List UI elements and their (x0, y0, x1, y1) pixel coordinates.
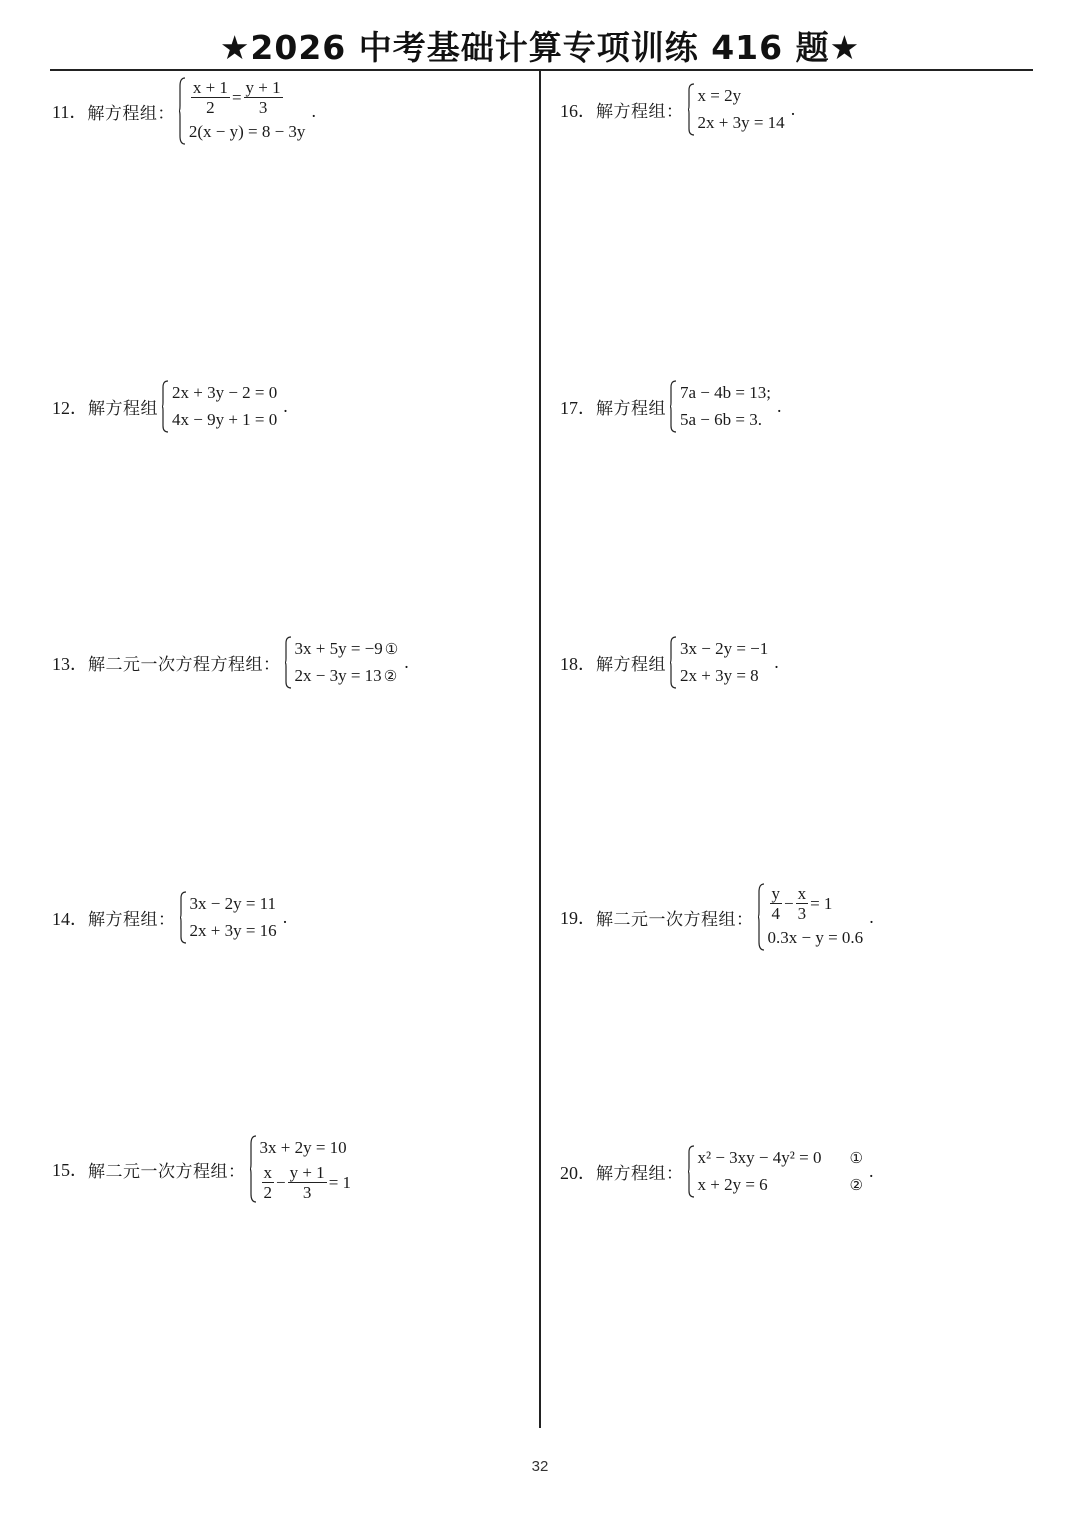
equation-1 (698, 1146, 863, 1170)
problem-20 (560, 1146, 873, 1197)
equation-text: x + 2y = 6 (697, 1175, 768, 1194)
equation-1 (295, 637, 399, 661)
left-brace (180, 892, 186, 943)
equation-2 (260, 1163, 352, 1202)
page-title: ★2026 中考基础计算专项训练 416 题★ (219, 28, 861, 67)
column-divider (539, 70, 541, 1428)
equation-system (688, 84, 785, 135)
problem-17 (560, 381, 781, 432)
left-brace (285, 637, 291, 688)
left-brace (688, 1146, 694, 1197)
operator: − (276, 1172, 286, 1192)
problem-instruction: 解二元一次方程组： (88, 1161, 246, 1182)
fraction (288, 1163, 327, 1202)
denominator: 3 (797, 904, 807, 923)
left-brace (670, 637, 676, 688)
equation-2 (698, 1173, 863, 1197)
left-brace (250, 1136, 256, 1202)
equation-system (179, 78, 306, 144)
operator: − (784, 893, 794, 913)
problem-number: 14． (52, 908, 88, 929)
fraction (770, 884, 783, 923)
left-brace (179, 78, 185, 144)
numerator: x (797, 884, 807, 903)
problem-instruction: 解方程组 (596, 399, 666, 419)
denominator: 2 (206, 98, 215, 117)
problem-16 (560, 84, 795, 135)
problem-instruction: 解二元一次方程方程组： (88, 655, 281, 675)
equation-system (285, 637, 399, 688)
equation-1: 3x + 2y = 10 (259, 1138, 347, 1157)
denominator: 4 (771, 904, 780, 923)
left-brace (688, 84, 694, 135)
equation-2: 2x + 3y = 14 (697, 113, 785, 132)
right-hand-side: = 1 (328, 1172, 352, 1192)
problem-instruction: 解方程组： (596, 1164, 684, 1184)
denominator: 3 (302, 1183, 312, 1202)
equation-system (162, 381, 277, 432)
numerator: x + 1 (192, 78, 228, 97)
problem-instruction: 解方程组： (596, 102, 684, 122)
equation-2: 2(x − y) = 8 − 3y (188, 122, 306, 141)
problem-number: 19． (560, 908, 596, 928)
end-punctuation: . (774, 652, 779, 672)
right-hand-side: = 1 (810, 893, 833, 913)
equation-1: 3x − 2y = 11 (189, 894, 277, 913)
equation-1: 2x + 3y − 2 = 0 (172, 383, 278, 402)
left-brace (670, 381, 676, 432)
problem-instruction: 解方程组： (87, 103, 175, 124)
denominator: 3 (258, 98, 268, 117)
equation-system (670, 381, 771, 432)
equation-system (670, 637, 768, 688)
end-punctuation: . (404, 652, 409, 672)
equation-2: 2x + 3y = 16 (189, 921, 277, 940)
equation-text: 2x − 3y = 13 (294, 666, 382, 685)
problem-number: 18． (560, 653, 596, 674)
problem-15 (52, 1136, 351, 1202)
problem-instruction: 解方程组： (88, 910, 176, 930)
equation-1: 7a − 4b = 13; (680, 383, 771, 402)
problem-11 (52, 78, 316, 144)
numerator: x (263, 1163, 272, 1182)
fraction (244, 78, 283, 117)
end-punctuation: . (282, 907, 288, 927)
fraction (796, 884, 809, 923)
equation-marker: ② (383, 667, 398, 685)
problem-instruction: 解方程组 (88, 399, 158, 419)
equation-1 (189, 78, 306, 117)
problem-13 (52, 637, 409, 688)
problem-14 (52, 892, 287, 943)
numerator: y + 1 (289, 1163, 325, 1182)
problem-18 (560, 637, 779, 688)
equation-system (180, 892, 277, 943)
equation-1 (768, 884, 864, 923)
equation-1: 3x − 2y = −1 (680, 639, 769, 658)
end-punctuation: . (868, 1161, 874, 1181)
problem-number: 12． (52, 397, 88, 418)
equation-2: 0.3x − y = 0.6 (767, 928, 864, 947)
equation-marker: ② (849, 1176, 863, 1194)
denominator: 2 (263, 1183, 272, 1202)
equation-2: 2x + 3y = 8 (680, 666, 759, 685)
problem-number: 20． (560, 1162, 596, 1183)
problem-19 (560, 884, 874, 950)
equation-system (250, 1136, 352, 1202)
problem-number: 17． (560, 397, 596, 418)
equation-marker: ① (849, 1149, 863, 1167)
equation-system (688, 1146, 863, 1197)
equation-text: x² − 3xy − 4y² = 0 (697, 1148, 822, 1167)
problem-instruction: 解二元一次方程组： (596, 909, 754, 930)
problem-number: 11． (52, 102, 88, 122)
numerator: y (771, 884, 780, 903)
equation-2 (295, 664, 399, 688)
left-brace (758, 884, 764, 950)
left-brace (162, 381, 168, 432)
equation-text: 3x + 5y = −9 (294, 639, 383, 658)
equation-system (758, 884, 864, 950)
end-punctuation: . (790, 99, 796, 119)
problem-instruction: 解方程组 (596, 655, 666, 675)
problem-number: 16． (560, 100, 596, 121)
fraction (262, 1163, 275, 1202)
page-number: 32 (531, 1458, 549, 1475)
equation-marker: ① (384, 640, 399, 658)
operator: = (231, 87, 242, 107)
numerator: y + 1 (245, 78, 281, 97)
header-rule (50, 69, 1033, 71)
end-punctuation: . (283, 396, 288, 416)
equation-1: x = 2y (697, 86, 742, 105)
end-punctuation: . (311, 100, 316, 121)
fraction (191, 78, 230, 117)
equation-2: 4x − 9y + 1 = 0 (172, 410, 278, 429)
end-punctuation: . (776, 396, 782, 416)
end-punctuation: . (869, 906, 874, 927)
problem-number: 13． (52, 653, 88, 674)
equation-2: 5a − 6b = 3. (680, 410, 762, 429)
problem-number: 15． (52, 1160, 88, 1180)
problem-12 (52, 381, 288, 432)
